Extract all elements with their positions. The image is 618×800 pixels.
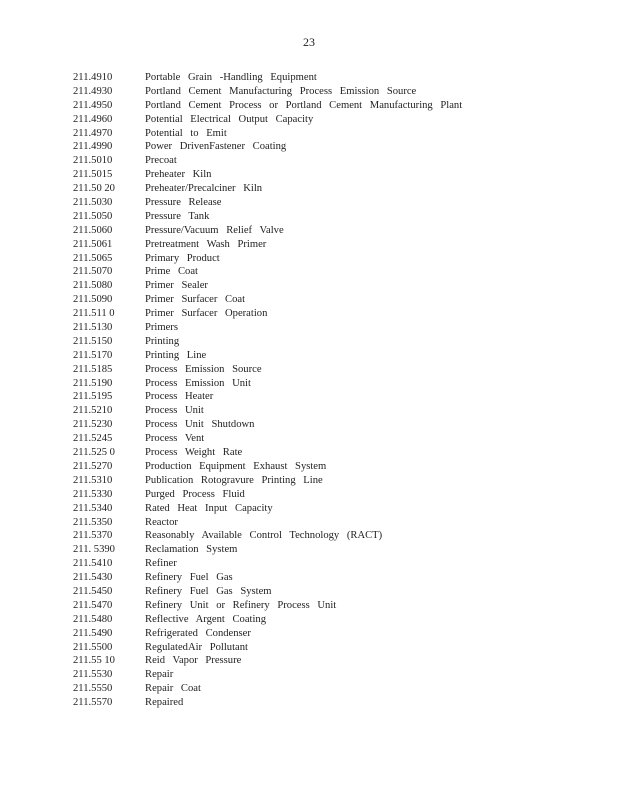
defined-term: Potential Electrical Output Capacity [145,113,314,125]
section-code: 211.4950 [73,99,113,111]
section-code: 211.5500 [73,641,113,653]
section-code: 211.5430 [73,572,113,584]
list-item [73,488,462,502]
list-item [73,571,462,585]
list-item [73,154,462,168]
list-item [73,210,462,224]
list-item [73,293,462,307]
defined-term: Publication Rotogravure Printing Line [145,474,323,486]
defined-term: Refiner [145,558,177,570]
list-item [73,238,462,252]
list-item [73,696,462,710]
defined-term: Primer Surfacer Operation [145,308,268,320]
list-item [73,432,462,446]
section-code: 211.4930 [73,85,113,97]
section-code: 211.5480 [73,613,113,625]
defined-term: Portland Cement Process or Portland Cement Manufacturing Plant [145,99,463,111]
list-item [73,502,462,516]
defined-term: Process Vent [145,433,205,445]
list-item [73,613,462,627]
defined-term: Repair [145,669,174,681]
section-code: 211.511 0 [73,308,115,320]
section-code: 211.5010 [73,155,113,167]
defined-term: Refrigerated Condenser [145,627,251,639]
defined-term: Repair Coat [145,683,201,695]
list-item [73,390,462,404]
defined-term: Printing [145,335,180,347]
section-code: 211.5185 [73,363,113,375]
section-code: 211.5230 [73,419,113,431]
list-item [73,224,462,238]
list-item [73,363,462,377]
section-code: 211.5310 [73,474,113,486]
section-code: 211.5490 [73,627,113,639]
defined-term: Primer Sealer [145,280,208,292]
list-item [73,516,462,530]
defined-term: Reflective Argent Coating [145,613,267,625]
defined-term: Pressure/Vacuum Relief Valve [145,224,284,236]
section-code: 211.5190 [73,377,113,389]
list-item [73,557,462,571]
section-code: 211.5070 [73,266,113,278]
list-item [73,196,462,210]
list-item [73,404,462,418]
section-code: 211.5015 [73,169,113,181]
defined-term: Reid Vapor Pressure [145,655,242,667]
list-item [73,627,462,641]
section-code: 211.5060 [73,224,113,236]
defined-term: Potential to Emit [145,127,227,139]
defined-term: Process Unit [145,405,204,417]
defined-term: Primers [145,322,178,334]
list-item [73,682,462,696]
list-item [73,529,462,543]
list-item [73,321,462,335]
list-item [73,349,462,363]
defined-term: Power DrivenFastener Coating [145,141,287,153]
defined-term: Reactor [145,516,178,528]
defined-term: Process Unit Shutdown [145,419,255,431]
section-code: 211.5061 [73,238,113,250]
defined-term: RegulatedAir Pollutant [145,641,248,653]
defined-term: Repaired [145,697,184,709]
list-item [73,668,462,682]
section-code: 211.5570 [73,697,113,709]
defined-term: Portable Grain -Handling Equipment [145,72,317,83]
section-code: 211.5195 [73,391,113,403]
section-code: 211.5090 [73,294,113,306]
defined-term: Primary Product [145,252,220,264]
list-item [73,474,462,488]
section-code: 211.5170 [73,349,113,361]
section-code: 211.4910 [73,72,113,83]
section-code: 211.5050 [73,210,113,222]
defined-term: Pressure Tank [145,210,210,222]
list-item [73,543,462,557]
section-code: 211.5410 [73,558,113,570]
list-item [73,182,462,196]
defined-term: Refinery Unit or Refinery Process Unit [145,599,337,611]
list-item [73,252,462,266]
section-code: 211.5450 [73,585,113,597]
list-item [73,113,462,127]
defined-term: Portland Cement Manufacturing Process Emission Source [145,85,417,97]
section-code: 211.5150 [73,335,113,347]
section-code: 211.525 0 [73,447,115,459]
section-code: 211.5530 [73,669,113,681]
section-code: 211.5370 [73,530,113,542]
defined-term: Printing Line [145,349,207,361]
section-code: 211.55 10 [73,655,115,667]
defined-term: Process Weight Rate [145,447,243,459]
list-item [73,307,462,321]
section-code: 211.50 20 [73,183,115,195]
list-item [73,85,462,99]
list-item [73,377,462,391]
defined-term: Reasonably Available Control Technology (RACT) [145,530,383,542]
section-code: 211.4960 [73,113,113,125]
defined-term: Preheater/Precalciner Kiln [145,183,263,195]
defined-term: Purged Process Fluid [145,488,245,500]
list-item [73,168,462,182]
list-item [73,140,462,154]
list-item [73,460,462,474]
defined-term: Refinery Fuel Gas System [145,585,272,597]
defined-term: Process Emission Unit [145,377,251,389]
section-code: 211. 5390 [73,544,115,556]
section-code: 211.5340 [73,502,113,514]
defined-term: Pretreatment Wash Primer [145,238,267,250]
section-code: 211.5030 [73,197,113,209]
section-code: 211.5210 [73,405,113,417]
section-code: 211.5080 [73,280,113,292]
defined-term: Process Emission Source [145,363,262,375]
section-code: 211.5065 [73,252,113,264]
section-code: 211.5330 [73,488,113,500]
list-item [73,585,462,599]
section-code: 211.5130 [73,322,113,334]
defined-term: Precoat [145,155,177,167]
list-item [73,127,462,141]
defined-term: Preheater Kiln [145,169,212,181]
definition-index-list [73,71,462,710]
section-code: 211.5245 [73,433,113,445]
section-code: 211.5270 [73,460,113,472]
list-item [73,265,462,279]
section-code: 211.4970 [73,127,113,139]
defined-term: Process Heater [145,391,214,403]
defined-term: Pressure Release [145,197,222,209]
list-item [73,99,462,113]
list-item [73,446,462,460]
defined-term: Production Equipment Exhaust System [145,460,327,472]
list-item [73,71,462,85]
defined-term: Rated Heat Input Capacity [145,502,273,514]
defined-term: Primer Surfacer Coat [145,294,246,306]
list-item [73,335,462,349]
list-item [73,418,462,432]
defined-term: Prime Coat [145,266,198,278]
defined-term: Refinery Fuel Gas [145,572,233,584]
defined-term: Reclamation System [145,544,238,556]
list-item [73,641,462,655]
list-item [73,654,462,668]
list-item [73,599,462,613]
page-number: 23 [303,35,315,49]
list-item [73,279,462,293]
section-code: 211.5350 [73,516,113,528]
section-code: 211.4990 [73,141,113,153]
section-code: 211.5550 [73,683,113,695]
section-code: 211.5470 [73,599,113,611]
